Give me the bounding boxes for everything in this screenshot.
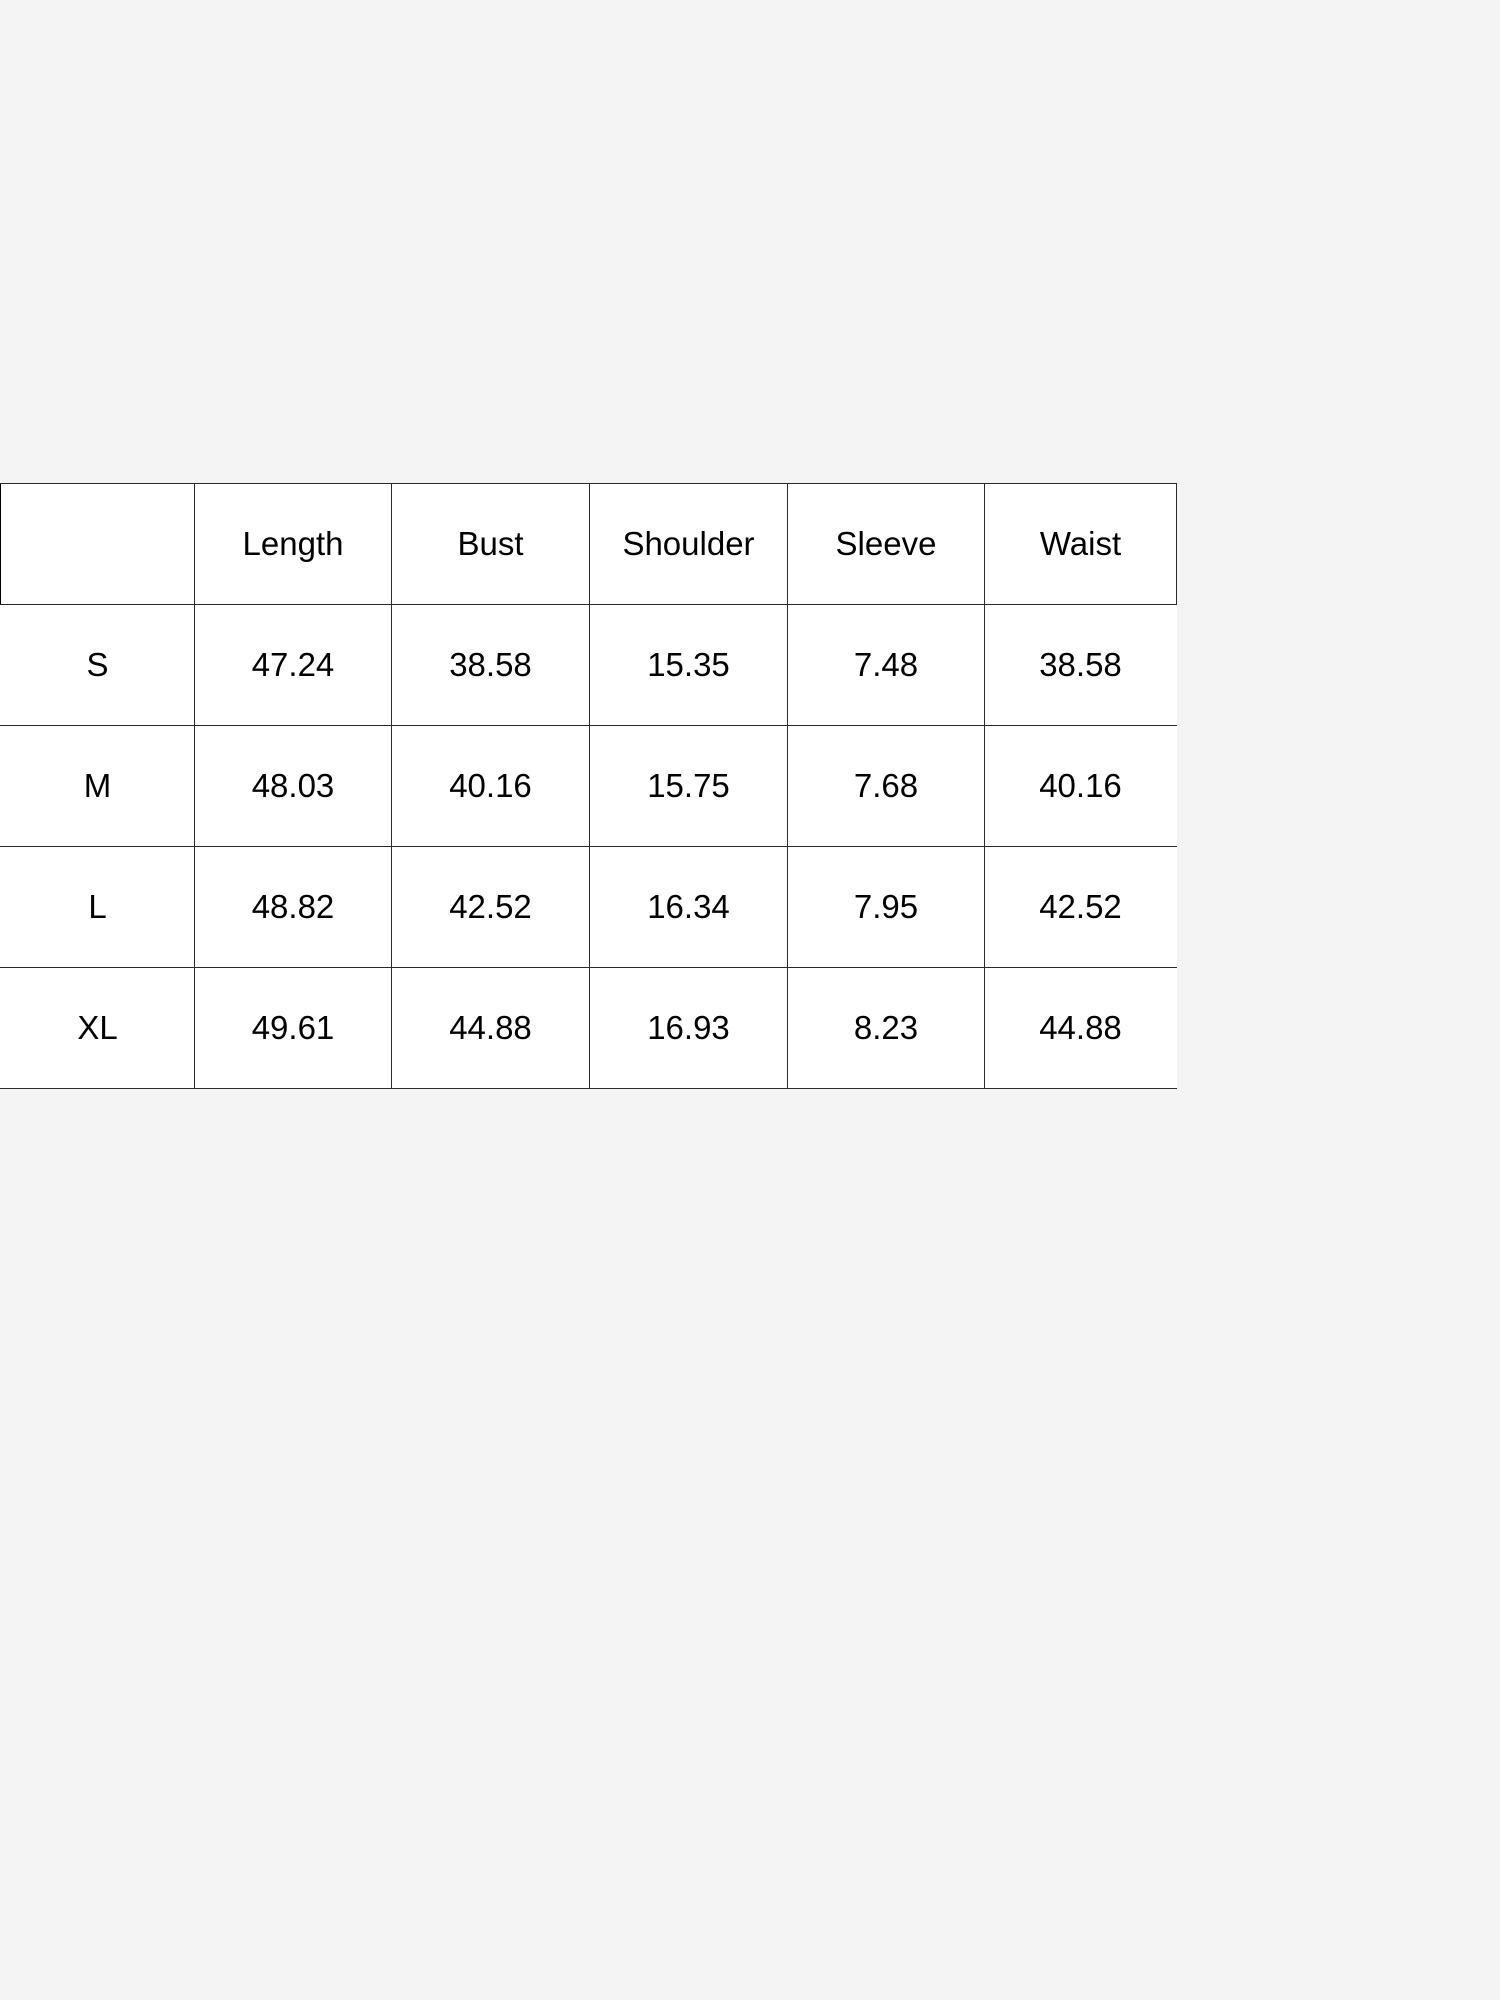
row-size-label: L — [1, 847, 195, 968]
cell-waist: 38.58 — [985, 605, 1177, 726]
row-size-label: S — [1, 605, 195, 726]
cell-waist: 40.16 — [985, 726, 1177, 847]
cell-shoulder: 15.75 — [590, 726, 788, 847]
cell-bust: 44.88 — [392, 968, 590, 1089]
cell-bust: 40.16 — [392, 726, 590, 847]
cell-shoulder: 15.35 — [590, 605, 788, 726]
table-row — [1, 605, 1177, 726]
column-header-bust: Bust — [392, 484, 590, 605]
cell-shoulder: 16.34 — [590, 847, 788, 968]
size-chart-container — [0, 483, 1176, 1089]
cell-sleeve: 8.23 — [788, 968, 985, 1089]
cell-sleeve: 7.68 — [788, 726, 985, 847]
column-header-length: Length — [195, 484, 392, 605]
cell-length: 47.24 — [195, 605, 392, 726]
column-header-shoulder: Shoulder — [590, 484, 788, 605]
row-size-label: M — [1, 726, 195, 847]
table-row — [1, 726, 1177, 847]
header-unit-label: In — [146, 494, 172, 529]
cell-waist: 42.52 — [985, 847, 1177, 968]
cell-shoulder: 16.93 — [590, 968, 788, 1089]
row-size-label: XL — [1, 968, 195, 1089]
cell-waist: 44.88 — [985, 968, 1177, 1089]
cell-sleeve: 7.48 — [788, 605, 985, 726]
header-dimension-label: Size — [19, 557, 80, 592]
table-row — [1, 968, 1177, 1089]
column-header-sleeve: Sleeve — [788, 484, 985, 605]
cell-sleeve: 7.95 — [788, 847, 985, 968]
header-row — [1, 484, 1177, 605]
cell-length: 48.82 — [195, 847, 392, 968]
cell-length: 48.03 — [195, 726, 392, 847]
header-corner-cell — [1, 484, 195, 605]
cell-bust: 38.58 — [392, 605, 590, 726]
cell-bust: 42.52 — [392, 847, 590, 968]
table-header — [1, 484, 1177, 605]
table-body — [1, 605, 1177, 1089]
column-header-waist: Waist — [985, 484, 1177, 605]
size-chart-table — [0, 483, 1177, 1089]
table-row — [1, 847, 1177, 968]
cell-length: 49.61 — [195, 968, 392, 1089]
